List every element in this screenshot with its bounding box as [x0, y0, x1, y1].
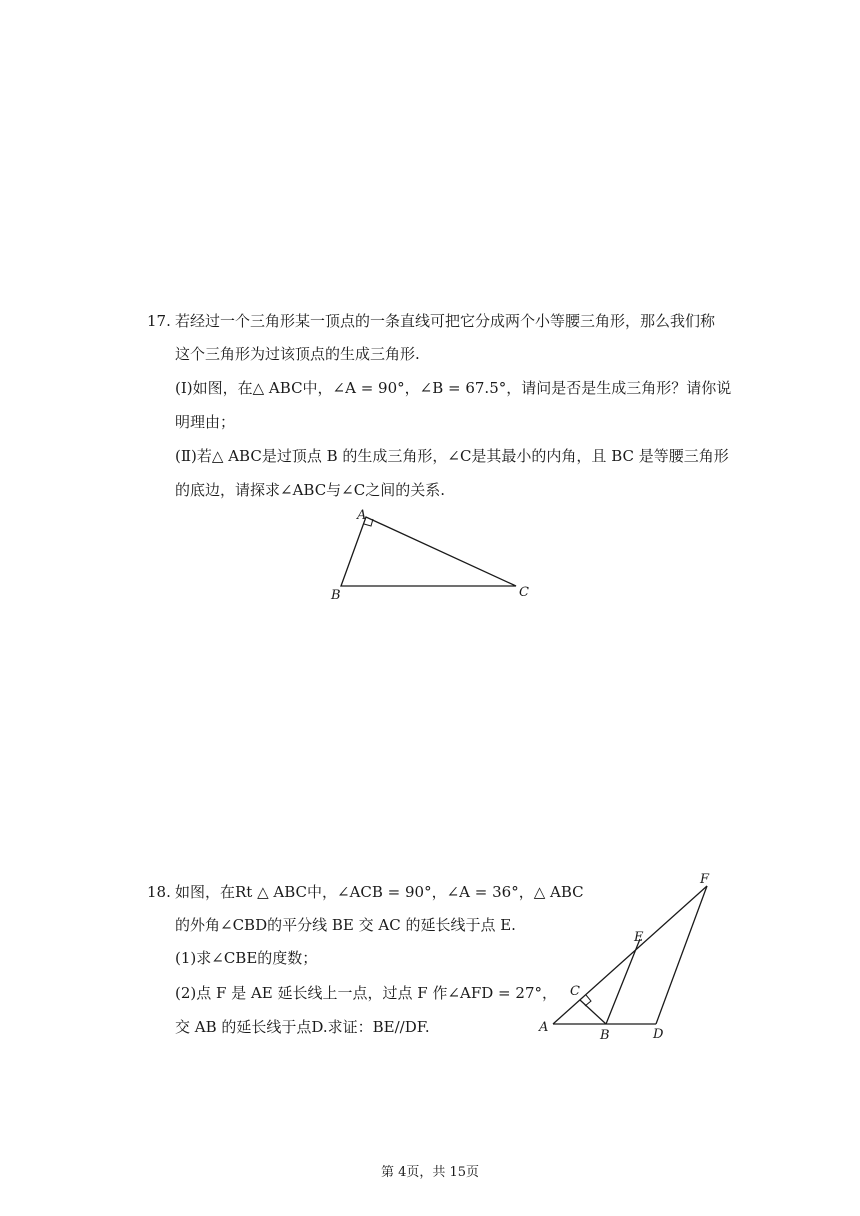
- question-17-figure: [320, 502, 540, 607]
- label-b: B: [600, 1028, 610, 1043]
- label-b: B: [331, 588, 341, 603]
- page-footer: 第 4页，共 15页: [380, 1165, 480, 1180]
- question-17-line-1: 若经过一个三角形某一顶点的一条直线可把它分成两个小等腰三角形，那么我们称: [175, 312, 716, 330]
- label-a: A: [539, 1020, 549, 1035]
- question-18-part-2: (2)点 F 是 AE 延长线上一点，过点 F 作∠AFD = 27°，: [175, 984, 557, 1002]
- question-18-part-2-cont: 交 AB 的延长线于点D.求证：BE//DF.: [175, 1018, 430, 1036]
- question-18-line-2: 的外角∠CBD的平分线 BE 交 AC 的延长线于点 E.: [175, 916, 516, 934]
- question-17-number: 17.: [147, 312, 171, 330]
- question-17-part-2: (Ⅱ)若△ ABC是过顶点 B 的生成三角形，∠C是其最小的内角，且 BC 是等腰三角形: [175, 447, 729, 465]
- label-c: C: [519, 585, 529, 600]
- label-e: E: [634, 930, 644, 945]
- question-17-line-2: 这个三角形为过该顶点的生成三角形.: [175, 345, 420, 363]
- segment-df: [656, 886, 707, 1024]
- label-d: D: [653, 1027, 664, 1042]
- question-18-number: 18.: [147, 883, 171, 901]
- question-17-part-1-cont: 明理由；: [175, 413, 236, 431]
- segment-cb: [580, 1000, 606, 1024]
- label-c: C: [570, 984, 580, 999]
- question-18-figure: [530, 865, 730, 1045]
- segment-be: [606, 939, 640, 1024]
- question-18-line-1: 如图，在Rt △ ABC中，∠ACB = 90°，∠A = 36°，△ ABC: [175, 883, 584, 901]
- triangle-abc: [341, 517, 516, 586]
- question-17-part-2-cont: 的底边，请探求∠ABC与∠C之间的关系.: [175, 481, 445, 499]
- segment-af: [553, 886, 707, 1024]
- right-angle-mark: [585, 995, 591, 1006]
- question-17-part-1: (Ⅰ)如图，在△ ABC中，∠A = 90°，∠B = 67.5°，请问是否是生成三角形？请你说: [175, 379, 732, 397]
- label-f: F: [700, 872, 710, 887]
- question-18-part-1: (1)求∠CBE的度数；: [175, 949, 318, 967]
- label-a: A: [357, 508, 367, 523]
